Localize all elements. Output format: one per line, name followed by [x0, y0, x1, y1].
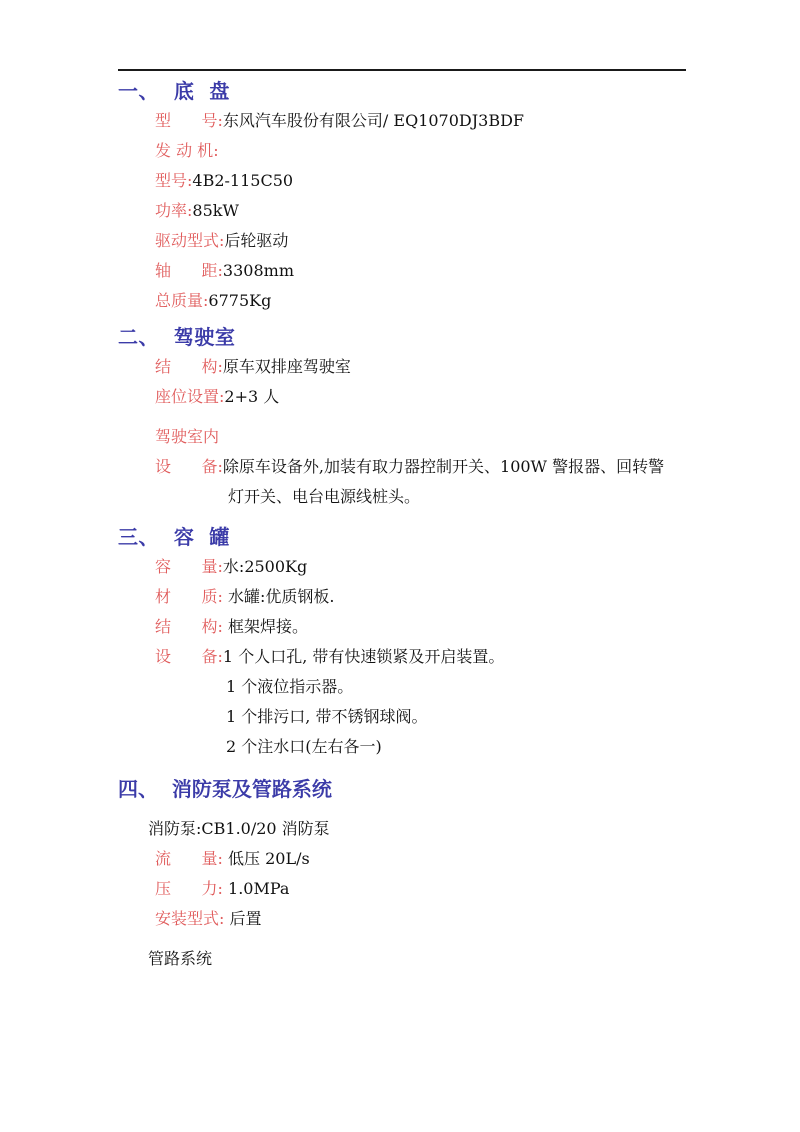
field-value-cab-equipment-line1: 除原车设备外,加装有取力器控制开关、100W 警报器、回转警	[222, 457, 665, 476]
field-label-mounting-type: 安装型式	[155, 909, 220, 928]
field-row-tank-structure	[0, 612, 800, 642]
field-label-capacity: 容 量	[155, 557, 218, 576]
field-separator: :	[217, 617, 223, 636]
section-tank	[0, 522, 800, 762]
field-label-structure: 结 构	[155, 357, 218, 376]
section-heading-fire-pump: 四、 消防泵及管路系统	[118, 777, 332, 801]
field-row-fire-pump-model: 消防泵:CB1.0/20 消防泵	[148, 819, 330, 838]
field-label-cab-equipment: 设 备	[155, 457, 218, 476]
field-label-flow: 流 量	[155, 849, 218, 868]
field-value-material: 水罐:优质钢板.	[222, 587, 335, 606]
field-separator: :	[187, 171, 193, 190]
field-separator: :	[219, 909, 225, 928]
field-separator: :	[217, 357, 223, 376]
field-row-capacity	[0, 552, 800, 582]
section-spacer	[0, 762, 800, 774]
field-separator: :	[219, 387, 225, 406]
field-value-gross-mass: 6775Kg	[208, 291, 272, 310]
field-separator: :	[217, 261, 223, 280]
field-row-seating	[0, 382, 800, 412]
document-content	[0, 76, 800, 974]
section-chassis	[0, 76, 800, 316]
field-row-engine-model	[0, 166, 800, 196]
list-item: 1 个排污口, 带不锈钢球阀。	[226, 707, 428, 726]
field-separator: :	[217, 647, 223, 666]
field-separator: :	[217, 111, 223, 130]
section-fire-pump	[0, 774, 800, 974]
field-value-capacity: 水:2500Kg	[222, 557, 308, 576]
section-heading-chassis: 一、 底 盘	[118, 79, 230, 103]
section-spacer	[0, 512, 800, 522]
field-value-cab-equipment-line2: 灯开关、电台电源线桩头。	[228, 487, 421, 506]
field-row-pressure	[0, 874, 800, 904]
section-heading-tank: 三、 容 罐	[118, 525, 230, 549]
field-label-engine-model: 型号	[155, 171, 188, 190]
field-value-model: 东风汽车股份有限公司/ EQ1070DJ3BDF	[222, 111, 525, 130]
field-row-model	[0, 106, 800, 136]
field-label-power: 功率	[155, 201, 188, 220]
field-label-gross-mass: 总质量	[155, 291, 204, 310]
field-value-engine-model: 4B2-115C50	[192, 171, 294, 190]
field-label-drive-type: 驱动型式	[155, 231, 220, 250]
field-value-tank-structure: 框架焊接。	[222, 617, 309, 636]
field-row-engine	[0, 136, 800, 166]
field-row-cab-equipment	[0, 452, 695, 512]
field-value-seating: 2+3 人	[224, 387, 280, 406]
field-separator: :	[217, 457, 223, 476]
field-separator: :	[217, 587, 223, 606]
list-item: 2 个注水口(左右各一)	[226, 737, 382, 756]
field-row-mounting-type	[0, 904, 800, 934]
section-cab	[0, 322, 800, 512]
field-row-gross-mass	[0, 286, 800, 316]
field-row-power	[0, 196, 800, 226]
field-label-wheelbase: 轴 距	[155, 261, 218, 280]
field-label-pressure: 压 力	[155, 879, 218, 898]
field-row-wheelbase	[0, 256, 800, 286]
subheading-inside-cab: 驾驶室内	[155, 427, 220, 446]
field-label-tank-equipment: 设 备	[155, 647, 218, 666]
field-row-tank-equipment	[0, 642, 800, 672]
field-row-flow	[0, 844, 800, 874]
field-separator: :	[203, 291, 209, 310]
field-value-flow: 低压 20L/s	[222, 849, 310, 868]
field-value-structure: 原车双排座驾驶室	[222, 357, 351, 376]
field-label-engine: 发 动 机	[155, 141, 214, 160]
field-value-mounting-type: 后置	[224, 909, 262, 928]
field-value-tank-equipment: 1 个人口孔, 带有快速锁紧及开启装置。	[222, 647, 505, 666]
field-separator: :	[217, 879, 223, 898]
field-separator: :	[219, 231, 225, 250]
field-value-pressure: 1.0MPa	[222, 879, 290, 898]
field-separator: :	[187, 201, 193, 220]
field-label-seating: 座位设置	[155, 387, 220, 406]
subheading-piping-system: 管路系统	[148, 949, 213, 968]
section-heading-cab: 二、 驾驶室	[118, 325, 236, 349]
field-separator: :	[217, 557, 223, 576]
field-label-model: 型 号	[155, 111, 218, 130]
field-value-power: 85kW	[192, 201, 239, 220]
field-label-material: 材 质	[155, 587, 218, 606]
list-item: 1 个液位指示器。	[226, 677, 354, 696]
field-value-wheelbase: 3308mm	[222, 261, 294, 280]
field-value-drive-type: 后轮驱动	[224, 231, 289, 250]
field-row-structure	[0, 352, 800, 382]
field-row-material	[0, 582, 800, 612]
header-divider-rule	[118, 69, 686, 71]
field-separator: :	[213, 141, 219, 160]
field-separator: :	[217, 849, 223, 868]
field-label-tank-structure: 结 构	[155, 617, 218, 636]
field-row-drive-type	[0, 226, 800, 256]
